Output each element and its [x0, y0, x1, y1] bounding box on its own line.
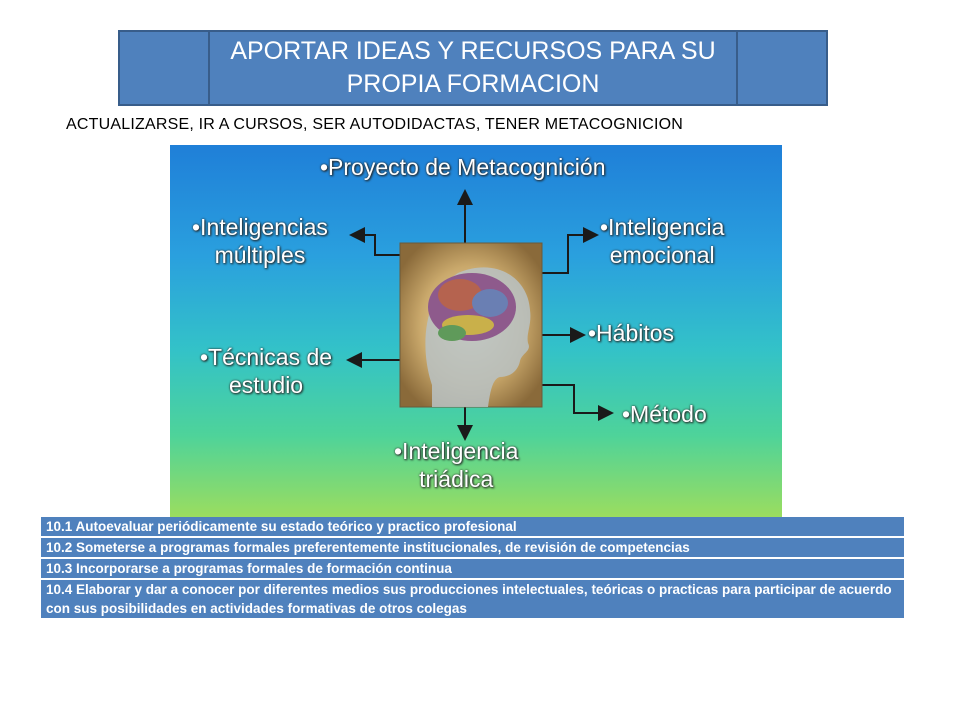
label-tecnicas-estudio [200, 343, 332, 399]
competencies-table [41, 517, 904, 620]
label-line: triádica [419, 466, 494, 492]
title-banner [118, 30, 828, 106]
banner-right-cell [736, 32, 826, 104]
subtitle: ACTUALIZARSE, IR A CURSOS, SER AUTODIDACTAS, TENER METACOGNICION [66, 116, 684, 133]
banner-title: APORTAR IDEAS Y RECURSOS PARA SU PROPIA FORMACION [230, 37, 716, 98]
label-metodo: •Método [622, 401, 707, 427]
label-inteligencia-emocional [600, 213, 724, 269]
label-line: •Inteligencia [600, 214, 725, 240]
label-line: •Técnicas de [200, 344, 333, 370]
label-habitos: •Hábitos [588, 320, 675, 346]
label-line: múltiples [214, 242, 306, 268]
label-line: emocional [609, 242, 715, 268]
banner-left-cell [120, 32, 210, 104]
label-line: •Inteligencias [192, 214, 328, 240]
label-line: •Inteligencia [394, 438, 519, 464]
label-line: estudio [228, 372, 304, 398]
table-row: 10.2 Someterse a programas formales preferentemente institucionales, de revisión de competencias [41, 538, 904, 559]
label-inteligencias-multiples [192, 213, 328, 269]
label-proyecto-metacognicion: •Proyecto de Metacognición [320, 154, 606, 180]
metacognition-diagram [170, 145, 782, 517]
brain-head-icon [400, 243, 542, 407]
label-inteligencia-triadica [394, 437, 518, 493]
table-row: 10.1 Autoevaluar periódicamente su estado teórico y practico profesional [41, 517, 904, 538]
table-row: 10.4 Elaborar y dar a conocer por diferentes medios sus producciones intelectuales, teóricas o practicas para participar de acuerdo con sus posibilidades en actividades formativas de otros colegas [41, 580, 904, 620]
table-row: 10.3 Incorporarse a programas formales de formación continua [41, 559, 904, 580]
